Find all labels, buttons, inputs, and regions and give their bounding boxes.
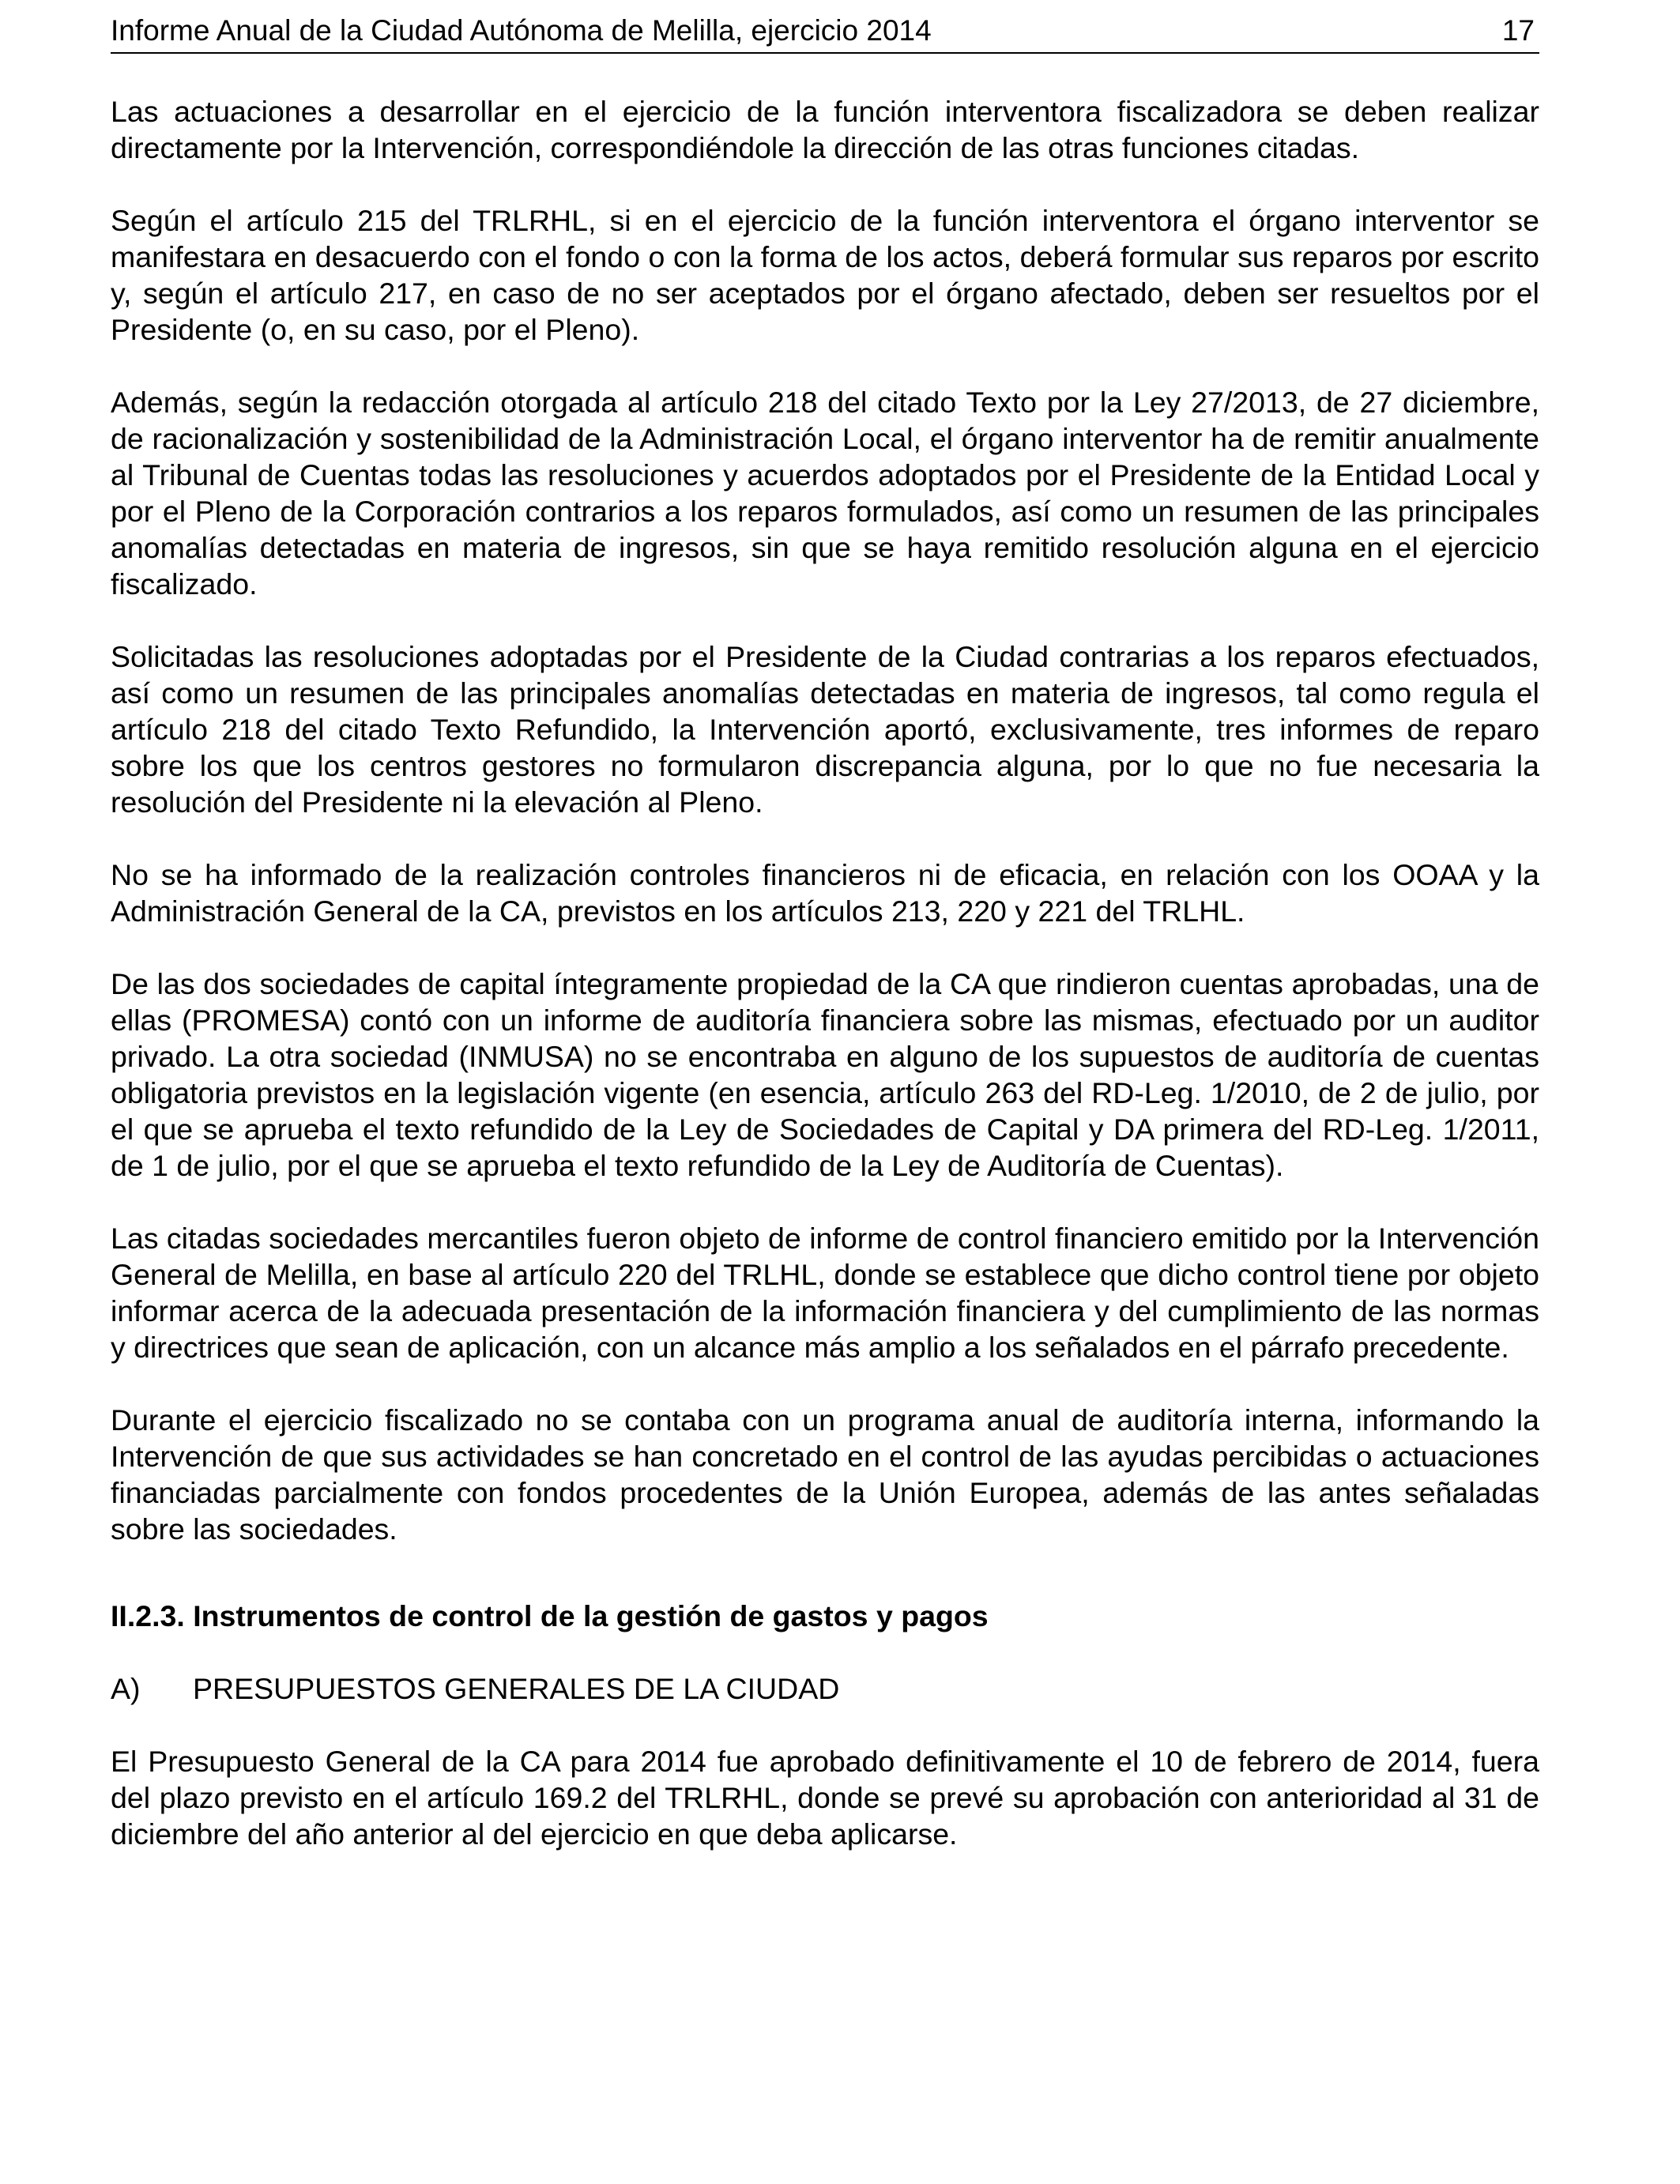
paragraph: Según el artículo 215 del TRLRHL, si en el ejercicio de la función interventora el órgano interventor se manifestara en desacuerdo con el fondo o con la forma de los actos, deberá formular sus reparos por escrito y, según el artículo 217, en caso de no ser aceptados por el órgano afectado, deben ser resueltos por el Presidente (o, en su caso, por el Pleno). [111, 204, 1539, 346]
paragraph: De las dos sociedades de capital íntegramente propiedad de la CA que rindieron cuentas aprobadas, una de ellas (PROMESA) contó con un informe de auditoría financiera sobre las mismas, efectuado por un auditor privado. La otra sociedad (INMUSA) no se encontraba en alguno de los supuestos de auditoría de cuentas obligatoria previstos en la legislación vigente (en esencia, artículo 263 del RD-Leg. 1/2010, de 2 de julio, por el que se aprueba el texto refundido de la Ley de Sociedades de Capital y DA primera del RD-Leg. 1/2011, de 1 de julio, por el que se aprueba el texto refundido de la Ley de Auditoría de Cuentas). [111, 967, 1539, 1182]
paragraph: No se ha informado de la realización controles financieros ni de eficacia, en relación con los OOAA y la Administración General de la CA, previstos en los artículos 213, 220 y 221 del TRLHL. [111, 858, 1539, 928]
header-title: Informe Anual de la Ciudad Autónoma de Melilla, ejercicio 2014 [111, 14, 932, 47]
paragraph: Las actuaciones a desarrollar en el ejercicio de la función interventora fiscalizadora se deben realizar directamente por la Intervención, correspondiéndole la dirección de las otras funciones citadas. [111, 95, 1539, 164]
section-heading: II.2.3. Instrumentos de control de la gestión de gastos y pagos [111, 1599, 989, 1632]
page-header [111, 13, 1539, 54]
paragraph: Las citadas sociedades mercantiles fueron objeto de informe de control financiero emitido por la Intervención General de Melilla, en base al artículo 220 del TRLHL, donde se establece que dicho control tiene por objeto informar acerca de la adecuada presentación de la información financiera y del cumplimiento de las normas y directrices que sean de aplicación, con un alcance más amplio a los señalados en el párrafo precedente. [111, 1222, 1539, 1364]
paragraph: Durante el ejercicio fiscalizado no se contaba con un programa anual de auditoría interna, informando la Intervención de que sus actividades se han concretado en el control de las ayudas percibidas o actuaciones financiadas parcialmente con fondos procedentes de la Unión Europea, además de las antes señaladas sobre las sociedades. [111, 1403, 1539, 1546]
page-number: 17 [1501, 14, 1535, 47]
paragraph: Además, según la redacción otorgada al artículo 218 del citado Texto por la Ley 27/2013, de 27 diciembre, de racionalización y sostenibilidad de la Administración Local, el órgano interventor ha de remitir anualmente al Tribunal de Cuentas todas las resoluciones y acuerdos adoptados por el Presidente de la Entidad Local y por el Pleno de la Corporación contrarios a los reparos formulados, así como un resumen de las principales anomalías detectadas en materia de ingresos, sin que se haya remitido resolución alguna en el ejercicio fiscalizado. [111, 386, 1539, 601]
subsection-letter: A) [111, 1672, 141, 1705]
subsection-title: PRESUPUESTOS GENERALES DE LA CIUDAD [193, 1672, 840, 1705]
paragraph: Solicitadas las resoluciones adoptadas por el Presidente de la Ciudad contrarias a los reparos efectuados, así como un resumen de las principales anomalías detectadas en materia de ingresos, tal como regula el artículo 218 del citado Texto Refundido, la Intervención aportó, exclusivamente, tres informes de reparo sobre los que los centros gestores no formularon discrepancia alguna, por lo que no fue necesaria la resolución del Presidente ni la elevación al Pleno. [111, 640, 1539, 819]
paragraph: El Presupuesto General de la CA para 2014 fue aprobado definitivamente el 10 de febrero de 2014, fuera del plazo previsto en el artículo 169.2 del TRLRHL, donde se prevé su aprobación con anterioridad al 31 de diciembre del año anterior al del ejercicio en que deba aplicarse. [111, 1745, 1539, 1851]
document-body [111, 93, 1539, 1888]
subsection-heading [111, 1670, 1539, 1707]
